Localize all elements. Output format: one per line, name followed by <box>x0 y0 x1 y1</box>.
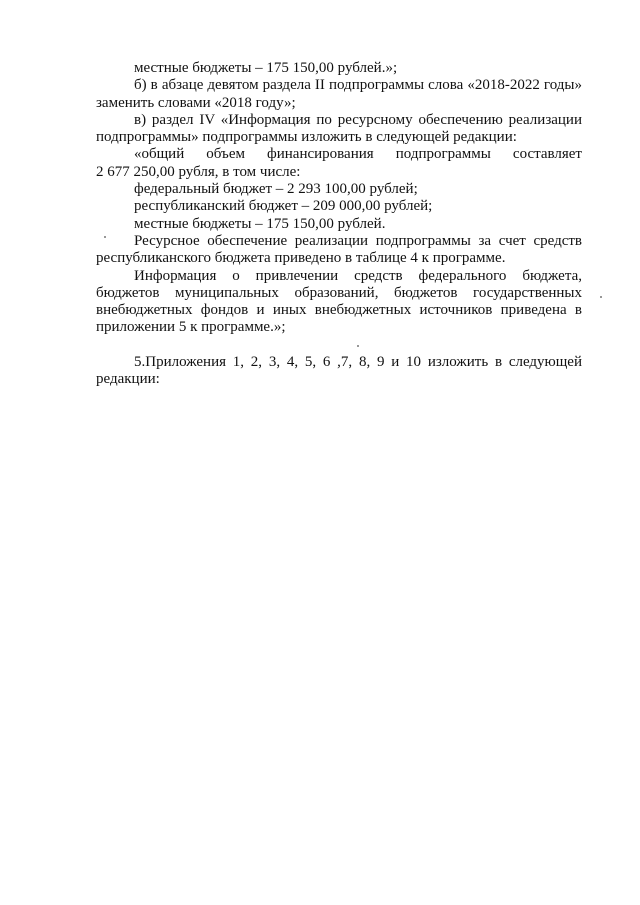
paragraph-attraction-info: Информация о привлечении средств федерального бюджета, бюджетов муниципальных образований, бюджетов государственных внебюджетных фондов и иных внебюджетных источников приведена в приложении 5 к программе.»; <box>96 267 582 336</box>
paragraph-resource-provision: Ресурсное обеспечение реализации подпрограммы за счет средств республиканского бюджета приведено в таблице 4 к программе. <box>96 232 582 267</box>
paragraph-federal-budget: федеральный бюджет – 2 293 100,00 рублей; <box>134 181 418 198</box>
paragraph-appendices: 5.Приложения 1, 2, 3, 4, 5, 6 ,7, 8, 9 и 10 изложить в следующей редакции: <box>96 353 582 388</box>
paragraph-b-section-ii: б) в абзаце девятом раздела II подпрограммы слова «2018-2022 годы» заменить словами «2018 году»; <box>96 77 582 111</box>
scan-speck <box>600 296 602 298</box>
paragraph-total-financing: «общий объем финансирования подпрограммы составляет <box>134 146 582 163</box>
document-body <box>96 60 582 388</box>
paragraph-total-amount: 2 677 250,00 рубля, в том числе: <box>96 163 301 180</box>
scan-speck <box>104 236 106 238</box>
paragraph-spacer <box>96 337 582 354</box>
paragraph-republican-budget: республиканский бюджет – 209 000,00 рублей; <box>134 198 433 215</box>
paragraph-v-section-iv: в) раздел IV «Информация по ресурсному обеспечению реализации подпрограммы» подпрограммы изложить в следующей редакции: <box>96 111 582 146</box>
scan-speck <box>357 345 359 347</box>
paragraph-local-budgets-1: местные бюджеты – 175 150,00 рублей.»; <box>134 60 398 76</box>
paragraph-local-budgets-2: местные бюджеты – 175 150,00 рублей. <box>134 215 386 232</box>
